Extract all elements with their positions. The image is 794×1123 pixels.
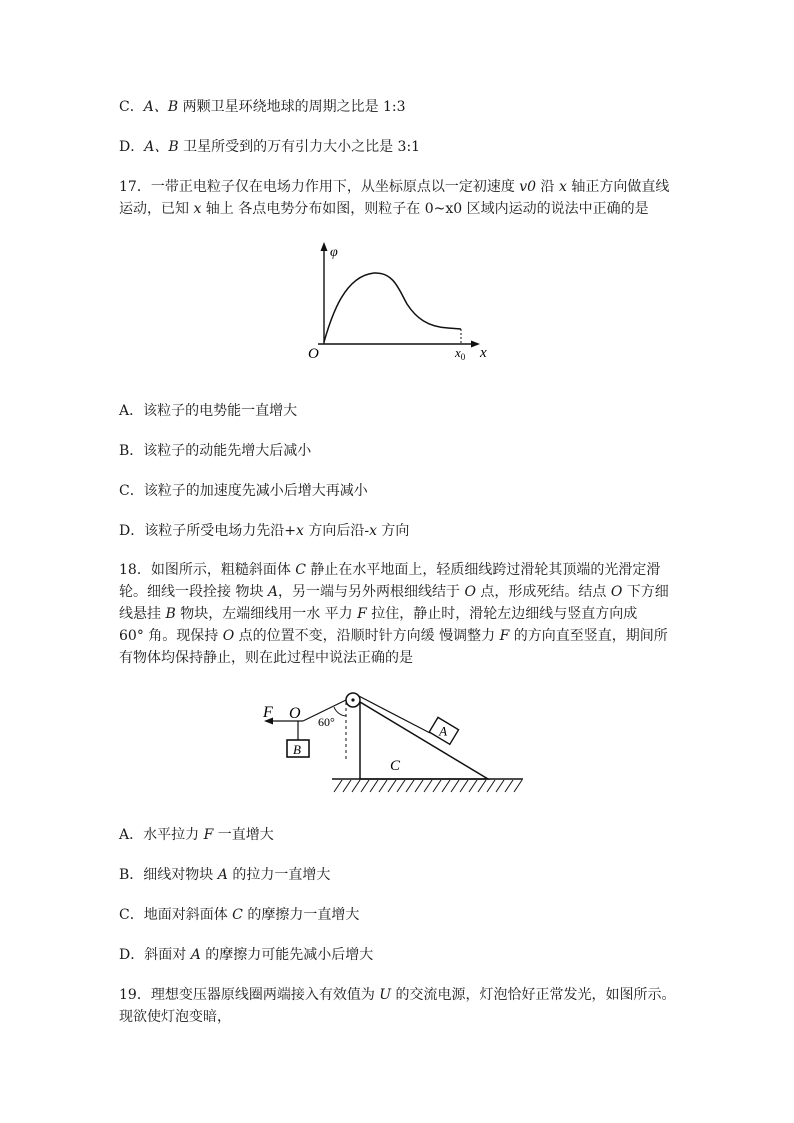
q18-option-b: B．细线对物块 A 的拉力一直增大 bbox=[119, 867, 331, 883]
incline-c bbox=[360, 702, 488, 779]
q19-stem-line-2: 现欲使灯泡变暗， bbox=[119, 1009, 231, 1025]
q18-stem-line-1: 18．如图所示，粗糙斜面体 C 静止在水平地面上，轻质细线跨过滑轮其顶端的光滑定滑 bbox=[119, 562, 661, 578]
q19-stem-line-1: 19．理想变压器原线圈两端接入有效值为 U 的交流电源，灯泡恰好正常发光，如图所示。 bbox=[119, 987, 676, 1003]
origin-label: O bbox=[308, 346, 319, 362]
q18-incline-diagram bbox=[255, 680, 535, 800]
q17-potential-graph bbox=[300, 236, 500, 366]
pulley-axle bbox=[351, 698, 354, 701]
rope-to-a bbox=[355, 694, 430, 733]
q18-stem-line-4: 60° 角。现保持 O 点的位置不变，沿顺时针方向缓 慢调整力 F 的方向直至竖直，期间所 bbox=[119, 628, 668, 644]
x-axis-label: x bbox=[480, 345, 487, 361]
q16-option-c: C．A、B 两颗卫星环绕地球的周期之比是 1:3 bbox=[119, 99, 406, 115]
knot-o-label: O bbox=[289, 705, 301, 722]
y-axis-arrow bbox=[321, 242, 328, 251]
block-b-label: B bbox=[293, 742, 301, 757]
q17-option-d: D．该粒子所受电场力先沿+x 方向后沿-x 方向 bbox=[119, 523, 410, 539]
ground-hatching bbox=[334, 780, 522, 792]
block-a bbox=[429, 717, 459, 745]
q18-stem-line-3: 线悬挂 B 物块，左端细线用一水 平力 F 拉住，静止时，滑轮左边细线与竖直方向成 bbox=[119, 606, 638, 622]
q18-option-c: C．地面对斜面体 C 的摩擦力一直增大 bbox=[119, 907, 360, 923]
q16-option-d: D．A、B 卫星所受到的万有引力大小之比是 3:1 bbox=[119, 139, 421, 155]
q17-option-b: B．该粒子的动能先增大后减小 bbox=[119, 443, 312, 459]
force-f-label: F bbox=[263, 704, 273, 721]
q17-option-a: A．该粒子的电势能一直增大 bbox=[119, 403, 298, 419]
potential-curve bbox=[324, 273, 461, 342]
incline-c-label: C bbox=[390, 758, 401, 774]
block-a-label: A bbox=[439, 723, 448, 739]
q18-option-d: D．斜面对 A 的摩擦力可能先减小后增大 bbox=[119, 947, 374, 963]
x-axis-arrow bbox=[471, 341, 480, 348]
q18-stem-line-5: 有物体均保持静止，则在此过程中说法正确的是 bbox=[119, 650, 413, 666]
q17-stem-line-1: 17．一带正电粒子仅在电场力作用下，从坐标原点以一定初速度 v0 沿 x 轴正方向做直线 bbox=[119, 179, 670, 195]
q17-option-c: C．该粒子的加速度先减小后增大再减小 bbox=[119, 483, 368, 499]
angle-arc bbox=[334, 707, 346, 716]
phi-label: φ bbox=[330, 245, 338, 260]
angle-label: 60° bbox=[318, 715, 335, 729]
q17-stem-line-2: 运动，已知 x 轴上 各点电势分布如图，则粒子在 0~x0 区域内运动的说法中正确的是 bbox=[119, 201, 649, 217]
q18-stem-line-2: 轮。细线一段拴接 物块 A，另一端与另外两根细线结于 O 点，形成死结。结点 O 下方细 bbox=[119, 584, 669, 600]
x0-label: $x_0$ bbox=[455, 345, 466, 362]
q18-option-a: A．水平拉力 F 一直增大 bbox=[119, 827, 274, 843]
